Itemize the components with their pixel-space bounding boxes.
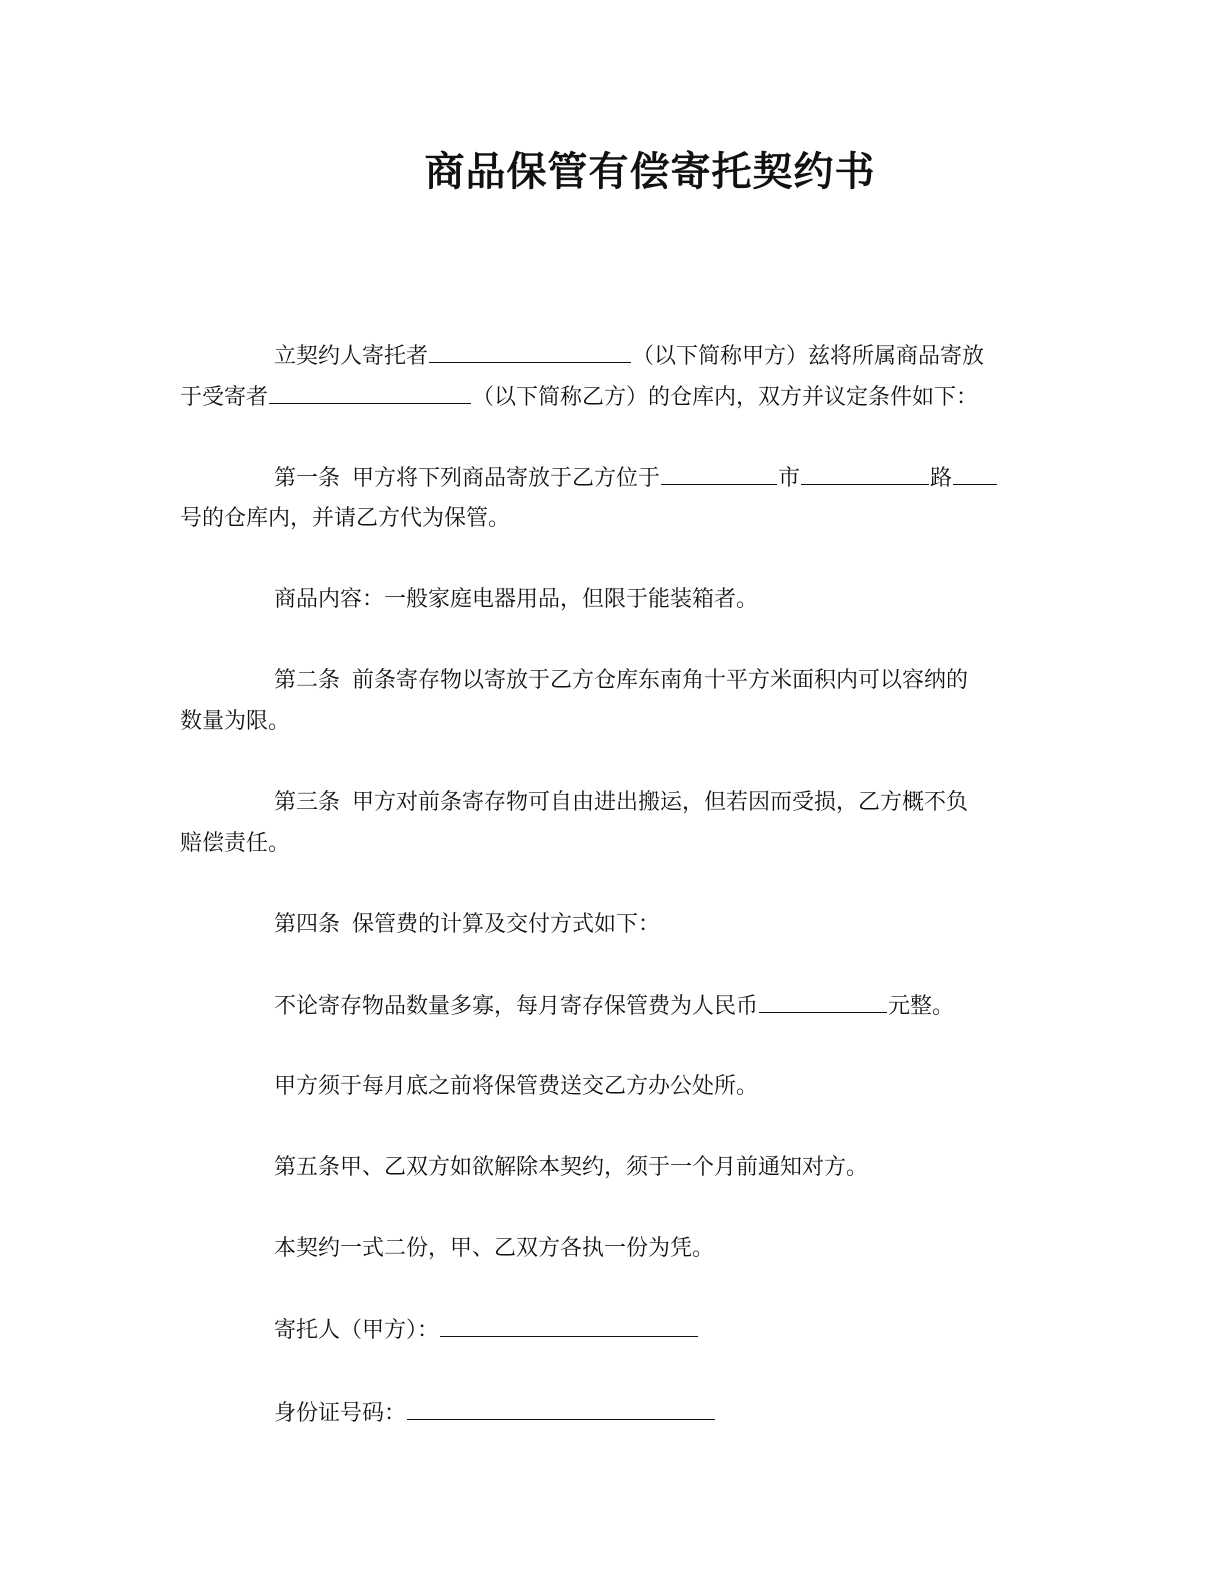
article1-heading: 第一条 (274, 466, 341, 491)
preamble-line-2 (180, 381, 978, 413)
article3-text-1: 甲方对前条寄存物可自由进出搬运，但若因而受损，乙方概不负 (352, 790, 969, 815)
article4-heading: 第四条 (274, 912, 341, 937)
road-label: 路 (930, 466, 953, 491)
preamble-text-2a: 于受寄者 (180, 385, 269, 410)
fee-line (274, 990, 954, 1022)
id-number-label: 身份证号码： (274, 1401, 407, 1426)
article2-heading: 第二条 (274, 668, 341, 693)
number-blank (953, 462, 997, 485)
document-title: 商品保管有偿寄托契约书 (424, 149, 876, 195)
article2-line-1 (274, 665, 968, 697)
id-number-line (274, 1397, 716, 1429)
depositor-signature-blank (440, 1314, 698, 1337)
article5-line: 第五条甲、乙双方如欲解除本契约，须于一个月前通知对方。 (274, 1155, 869, 1180)
depositor-label: 寄托人（甲方）： (274, 1318, 440, 1343)
article3-heading: 第三条 (274, 790, 341, 815)
article3-line-1 (274, 787, 968, 819)
article4-line (274, 909, 660, 941)
preamble-text-1a: 立契约人寄托者 (274, 344, 429, 369)
preamble-text-2b: （以下简称乙方）的仓库内，双方并议定条件如下： (472, 385, 979, 410)
article1-line-1 (274, 462, 998, 494)
depositor-name-blank (429, 340, 631, 363)
article2-text-1: 前条寄存物以寄放于乙方仓库东南角十平方米面积内可以容纳的 (352, 668, 969, 693)
id-number-blank (407, 1397, 715, 1420)
preamble-line-1 (274, 340, 984, 372)
depositary-name-blank (269, 381, 471, 404)
fee-amount-blank (759, 990, 887, 1013)
road-blank (801, 462, 929, 485)
article1-text-1a: 甲方将下列商品寄放于乙方位于 (352, 466, 661, 491)
article4-text: 保管费的计算及交付方式如下： (352, 912, 661, 937)
city-label: 市 (778, 466, 801, 491)
copies-line: 本契约一式二份，甲、乙双方各执一份为凭。 (274, 1236, 715, 1261)
fee-text-a: 不论寄存物品数量多寡，每月寄存保管费为人民币 (274, 994, 759, 1019)
payment-line: 甲方须于每月底之前将保管费送交乙方办公处所。 (274, 1074, 759, 1099)
preamble-text-1b: （以下简称甲方）兹将所属商品寄放 (632, 344, 985, 369)
article2-line-2: 数量为限。 (180, 709, 291, 734)
depositor-signature-line (274, 1314, 699, 1346)
goods-content-line: 商品内容：一般家庭电器用品，但限于能装箱者。 (274, 587, 759, 612)
city-blank (661, 462, 777, 485)
article1-line-2: 号的仓库内，并请乙方代为保管。 (180, 506, 511, 531)
fee-text-b: 元整。 (888, 994, 955, 1019)
article3-line-2: 赔偿责任。 (180, 831, 291, 856)
